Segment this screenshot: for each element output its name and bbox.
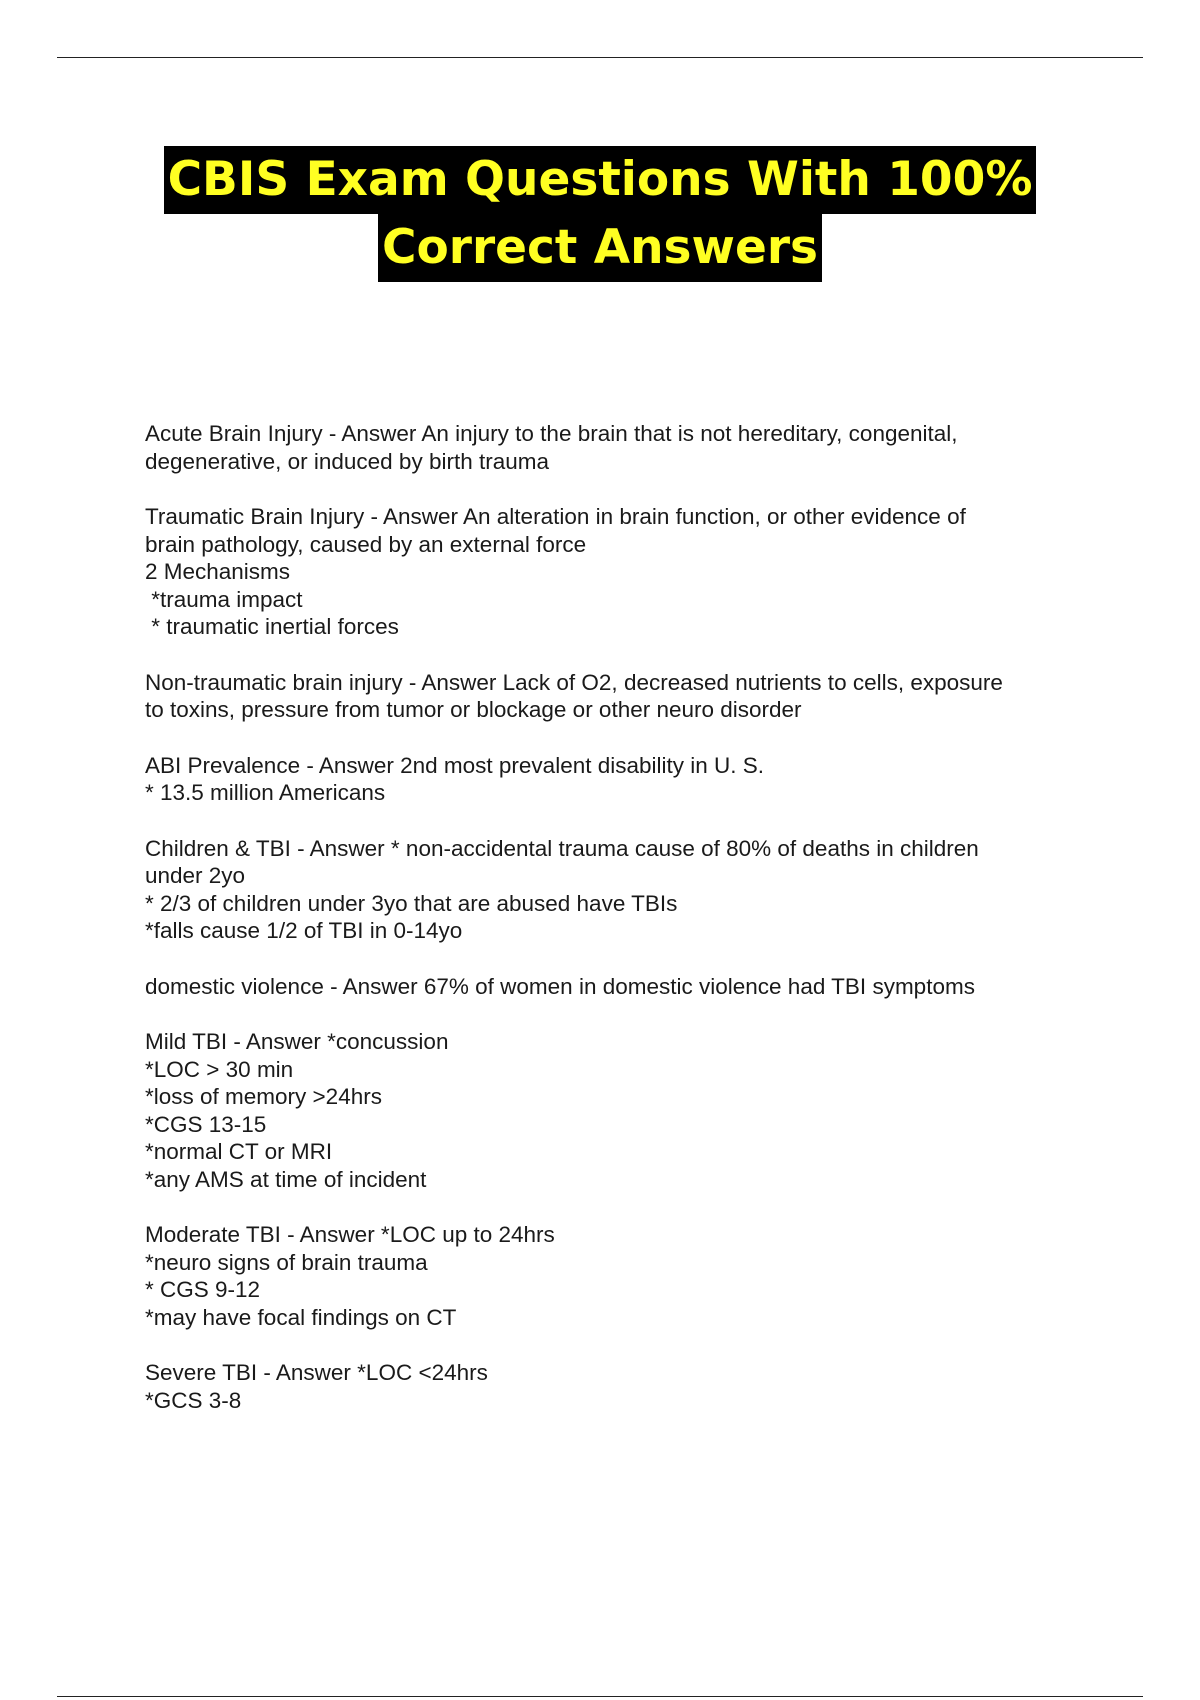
question-answer-list [145, 420, 1105, 1442]
entry-line: *LOC > 30 min [145, 1056, 294, 1082]
entry-line: 2 Mechanisms [145, 559, 291, 584]
entry-abi-prevalence [145, 752, 1105, 807]
entry-domestic-violence [145, 973, 1105, 1001]
entry-line: * 2/3 of children under 3yo that are abused have TBIs [145, 890, 678, 916]
title-line-2: Correct Answers [378, 214, 822, 282]
entry-moderate-tbi [145, 1221, 1105, 1331]
title-line-1: CBIS Exam Questions With 100% [164, 146, 1037, 214]
entry-children-tbi [145, 835, 1105, 945]
header-rule [57, 57, 1143, 58]
entry-line: *any AMS at time of incident [145, 1166, 427, 1192]
document-title [0, 146, 1200, 282]
entry-non-traumatic-brain-injury [145, 669, 1105, 724]
entry-line: Children & TBI - Answer * non-accidental trauma cause of 80% of deaths in children [145, 835, 979, 861]
entry-line: Mild TBI - Answer *concussion [145, 1029, 449, 1054]
entry-acute-brain-injury [145, 420, 1105, 475]
entry-line: *may have focal findings on CT [145, 1304, 457, 1330]
entry-line: *loss of memory >24hrs [145, 1084, 382, 1109]
entry-line: Traumatic Brain Injury - Answer An alteration in brain function, or other evidence of [145, 504, 966, 529]
footer-rule [57, 1696, 1143, 1697]
entry-line: *falls cause 1/2 of TBI in 0-14yo [145, 918, 463, 943]
entry-line: brain pathology, caused by an external force [145, 531, 587, 557]
entry-line: Acute Brain Injury - Answer An injury to the brain that is not hereditary, congenital, [145, 421, 958, 446]
entry-line: Severe TBI - Answer *LOC <24hrs [145, 1360, 488, 1385]
entry-line: *neuro signs of brain trauma [145, 1249, 428, 1275]
entry-line: degenerative, or induced by birth trauma [145, 448, 549, 474]
entry-line: ABI Prevalence - Answer 2nd most prevalent disability in U. S. [145, 752, 765, 778]
entry-line: * 13.5 million Americans [145, 780, 386, 805]
entry-line: domestic violence - Answer 67% of women in domestic violence had TBI symptoms [145, 973, 975, 999]
entry-line: Moderate TBI - Answer *LOC up to 24hrs [145, 1222, 555, 1247]
entry-mild-tbi [145, 1028, 1105, 1193]
entry-line: * CGS 9-12 [145, 1277, 261, 1302]
entry-line: *GCS 3-8 [145, 1387, 242, 1413]
entry-severe-tbi [145, 1359, 1105, 1414]
entry-line: to toxins, pressure from tumor or blockage or other neuro disorder [145, 697, 802, 722]
entry-line: *normal CT or MRI [145, 1139, 333, 1164]
entry-line: *trauma impact [145, 586, 303, 612]
entry-line: under 2yo [145, 863, 246, 888]
entry-line: Non-traumatic brain injury - Answer Lack of O2, decreased nutrients to cells, exposure [145, 669, 1003, 695]
entry-traumatic-brain-injury [145, 503, 1105, 641]
entry-line: *CGS 13-15 [145, 1111, 267, 1137]
entry-line: * traumatic inertial forces [145, 614, 399, 639]
